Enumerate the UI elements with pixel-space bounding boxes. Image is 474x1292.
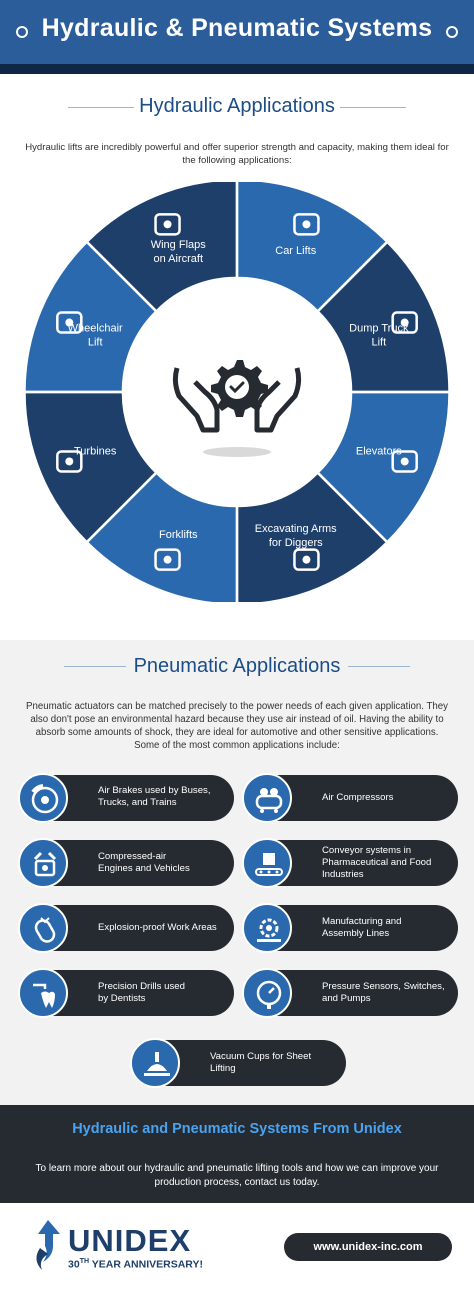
conveyor-icon <box>253 849 285 881</box>
pneumatic-item-engines <box>18 838 234 888</box>
page-title: Hydraulic & Pneumatic Systems <box>41 14 433 42</box>
wheel-label: Forklifts <box>159 528 198 541</box>
item-label: Vacuum Cups for Sheet <box>210 1051 312 1062</box>
pneumatic-item-air-brakes <box>18 773 234 823</box>
pneumatic-item-dental-drills <box>18 968 234 1018</box>
hydraulic-intro: Hydraulic lifts are incredibly powerful and offer superior strength and capacity, making them ideal for the following applications: <box>25 142 449 166</box>
item-label: Pharmaceutical and Food <box>322 857 432 868</box>
pneumatic-title: Pneumatic Applications <box>133 655 341 677</box>
pneumatic-item-vacuum-cups <box>130 1038 346 1088</box>
item-label: Trucks, and Trains <box>98 797 177 808</box>
item-label: and Pumps <box>322 993 371 1004</box>
wheel-label: Wheelchair Lift <box>67 322 123 349</box>
engine-icon <box>29 849 61 881</box>
brake-disc-icon <box>29 784 61 816</box>
item-label: Conveyor systems in <box>322 845 412 856</box>
pneumatic-item-air-compressors <box>242 773 458 823</box>
item-label: Manufacturing and <box>322 916 402 927</box>
wheel-label: Car Lifts <box>275 245 317 258</box>
footer-text: To learn more about our hydraulic and pneumatic lifting tools and how we can improve your production process, contact us today. <box>35 1163 439 1188</box>
pneumatic-intro: Pneumatic actuators can be matched precisely to the power needs of each given application. They also don't pose an environmental hazard because they use air instead of oil. Having the ability to absorb some amounts of shock, they are ideal for automotive and other sensitive applications. Some of the most common applications include: <box>25 701 449 751</box>
item-label: Assembly Lines <box>322 928 390 939</box>
unidex-logo-icon <box>30 1218 66 1274</box>
item-label: Air Compressors <box>322 792 394 803</box>
pneumatic-item-conveyor <box>242 838 458 888</box>
item-label: Industries <box>322 869 364 880</box>
wheel-label: Excavating Arms for Diggers <box>254 522 337 549</box>
manufacturing-icon <box>253 914 285 946</box>
item-label: Compressed-air <box>98 851 167 862</box>
wheel-label: Turbines <box>73 445 117 458</box>
hydraulic-wheel <box>18 182 456 602</box>
item-label: Air Brakes used by Buses, <box>98 785 211 796</box>
wheel-label: Elevators <box>355 445 402 458</box>
hydraulic-title: Hydraulic Applications <box>139 95 335 117</box>
anniversary-text: YEAR ANNIVERSARY! <box>89 1258 203 1271</box>
website-link[interactable]: www.unidex-inc.com <box>284 1233 452 1261</box>
vacuum-cup-icon <box>141 1049 173 1081</box>
item-label: Lifting <box>210 1063 236 1074</box>
brand-name: UNIDEX <box>68 1223 192 1258</box>
header-stripe <box>0 64 474 74</box>
explosion-proof-icon <box>29 914 61 946</box>
dental-drill-icon <box>29 979 61 1011</box>
pneumatic-item-explosion-proof <box>18 903 234 953</box>
wheel-label: Dump Truck Lift <box>349 322 409 349</box>
item-label: Pressure Sensors, Switches, <box>322 981 445 992</box>
brand-anniversary <box>68 1258 203 1271</box>
anniversary-number: 30 <box>68 1258 80 1271</box>
pressure-gauge-icon <box>253 979 285 1011</box>
item-label: by Dentists <box>98 993 146 1004</box>
item-label: Explosion-proof Work Areas <box>98 922 217 933</box>
pneumatic-item-pressure-sensors <box>242 968 458 1018</box>
footer-title: Hydraulic and Pneumatic Systems From Unidex <box>72 1121 402 1137</box>
item-label: Precision Drills used <box>98 981 185 992</box>
compressor-icon <box>253 784 285 816</box>
pneumatic-item-manufacturing <box>242 903 458 953</box>
anniversary-sup: TH <box>79 1258 90 1265</box>
wheel-label: Wing Flaps on Aircraft <box>150 239 206 266</box>
item-label: Engines and Vehicles <box>98 863 190 874</box>
